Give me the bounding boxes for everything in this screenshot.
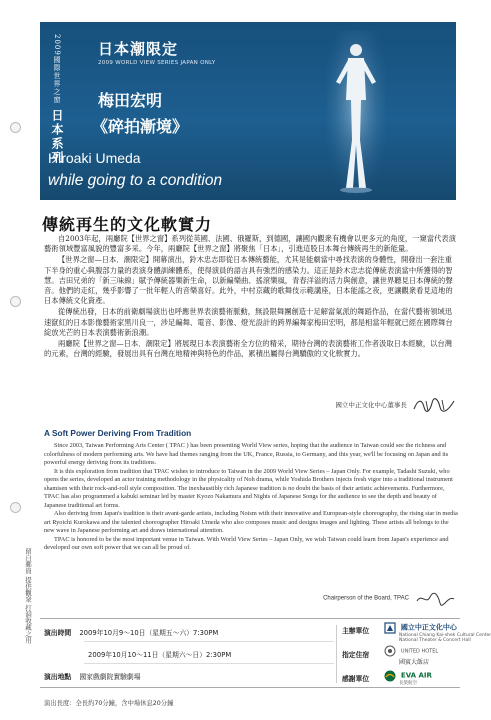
series-subtitle: 2009 WORLD VIEW SERIES JAPAN ONLY bbox=[98, 60, 216, 66]
time-row-2 bbox=[88, 649, 231, 659]
venue: 國家戲劇院實驗劇場 bbox=[79, 673, 141, 681]
en-paragraph-1: Since 2003, Taiwan Performing Arts Center ( TPAC ) has been presenting World View series, hoping that the audience in Taiwan could see the richness and colorfulness of modern performing arts. We have had themes ranging from the UK, France, Russia, to Germany, and this year, we'll be focusing on Japan and its powerful energy deriving from its traditions. bbox=[44, 442, 449, 466]
performance-info bbox=[40, 618, 491, 688]
side-note: 留自郵資 提供觀衆 打洞收藏之用 bbox=[24, 548, 32, 644]
footer-duration: 演出長度：全長約70分鐘，含中場休息20分鐘 bbox=[44, 700, 174, 707]
organizer-sub2: National Theater & Concert Hall bbox=[399, 638, 471, 643]
binder-hole-1 bbox=[10, 122, 21, 133]
signature-icon bbox=[412, 397, 456, 413]
work-title-en: while going to a condition bbox=[48, 172, 223, 189]
header-banner bbox=[40, 22, 456, 200]
en-paragraph-4: TPAC is honored to be the most important venue in Taiwan. With World View Series – Japan Only, we wish Taiwan could learn from Japan's experience and developed our own soft power that we can all be proud of. bbox=[44, 535, 449, 551]
cn-paragraph-3: 從傳統出發，日本的前衛劇場演出也呼應世界表演藝術脈動，無設限舞團創造十足解當氣派的舞蹈作品，在當代藝術領域迅速竄紅的日本影像藝術家黑川良一，涉足編舞、電音、影像、燈光設計的跨界編舞家梅田宏明，都是相當年輕就已經在國際舞台綻放光芒的日本表演藝術新浪潮。 bbox=[44, 307, 453, 337]
work-title-cn: 《碎拍漸境》 bbox=[92, 117, 189, 136]
signature-en-icon bbox=[414, 591, 458, 607]
organizer-label: 主辦單位 bbox=[342, 627, 370, 635]
en-signature-row bbox=[44, 588, 458, 607]
hotel-name-cn: 國賓大飯店 bbox=[399, 659, 430, 666]
binder-hole-3 bbox=[10, 502, 21, 513]
cn-signature-row bbox=[44, 394, 456, 412]
chair-label: Chairperson of the Board, TPAC bbox=[323, 595, 409, 602]
en-paragraph-2: It is this exploration from tradition that TPAC wishes to introduce to Taiwan in the 2009 World View Series – Japan Only. For example, Tadashi Suzuki, who opens the series, developed an actor training methodology in the physicality of Noh drama, while Yoshida Brothers injects fresh vigor into a traditional instrument shamisen with their rock-and-roll style composition. The inexhaustibly rich Japanese tradition is no doubt the basis of their artistic achievements. Furthermore, TPAC has also programmed a kabuki seminar led by master Kyozo Nakamura and Nights of Japanese Songs for the audience to see the depth and beauty of Japanese traditional art forms. bbox=[44, 467, 453, 509]
series-vertical-line2: 日本系列 bbox=[50, 108, 64, 165]
artist-name-cn: 梅田宏明 bbox=[98, 91, 163, 110]
info-vertical-divider bbox=[336, 625, 337, 683]
venue-label: 演出地點 bbox=[44, 673, 72, 681]
hotel-logo bbox=[384, 645, 438, 657]
cn-paragraph-4: 兩廳院【世界之窗—日本．潮限定】將展現日本表演藝術全方位的精采，期待台灣的表演藝術工作者汲取日本經驗，以台灣的元素，台灣的經驗，發展出具有台灣在地精神與特色的作品，累積出屬得台灣驕傲的文化軟實力。 bbox=[44, 339, 453, 359]
time-label: 演出時間 bbox=[44, 629, 72, 637]
binder-hole-2 bbox=[10, 296, 21, 307]
en-title: A Soft Power Deriving From Tradition bbox=[44, 428, 192, 438]
time-2: 2009年10月10～11日（星期六～日）2:30PM bbox=[88, 651, 232, 659]
info-divider-2 bbox=[84, 663, 334, 664]
series-vertical-label bbox=[48, 34, 67, 165]
organizer-name: 國立中正文化中心 bbox=[400, 623, 457, 632]
hotel-logo-icon bbox=[384, 645, 396, 657]
hotel-label: 指定住宿 bbox=[342, 651, 370, 659]
cn-headline: 傳統再生的文化軟實力 bbox=[42, 215, 213, 234]
series-vertical-line1: 2009國際世界之窗 bbox=[53, 34, 61, 104]
organizer-logo-icon bbox=[384, 622, 396, 634]
en-paragraph-3: Also deriving from Japan's tradition is their avant-garde artists, including Noism with their innovative and European-style choreography, the rising star in media art Ryoichi Kurokawa and the talented choreographer Hiroaki Umeda who also composes music and designs images and lighting. These artists all belongs to the new wave in Japanese performing art and draws international attention. bbox=[44, 510, 458, 534]
en-body bbox=[44, 442, 458, 553]
cn-signature-label: 國立中正文化中心董事長 bbox=[335, 401, 407, 409]
time-1: 2009年10月9～10日（星期五～六）7:30PM bbox=[79, 629, 219, 637]
hotel-name-en: UNITED HOTEL bbox=[400, 648, 439, 655]
cn-paragraph-1: 自2003年起，兩廳院【世界之窗】系列從英國、法國、俄羅斯，到德國，讓國內觀衆有機會以更多元的角度，一窺當代表演藝術領域豐富風貌的豐富多采。今年，兩廳院【世界之窗】將聚焦「日本」，引進這股日本舞台傳統再生的新能量。 bbox=[44, 234, 457, 254]
artist-name-en: Hiroaki Umeda bbox=[48, 150, 141, 166]
eva-air-logo-icon bbox=[384, 670, 396, 682]
venue-row bbox=[44, 671, 141, 681]
cn-paragraph-2: 【世界之窗—日本．潮限定】開幕演出，鈴木忠志即從日本傳統藝能，尤其是能劇當中尋找表演的身體性，開發出一套注重下半身的重心與腹部力量的表演身體訓練體系，使得演員的語言具有強烈的感染力。這正是鈴木忠志從傳統表演當中所獲得的智慧。吉田兄弟的「新三味線」賦予傳統器樂新生命，以新編樂曲、搖滾樂風，青春洋溢的活力與創意，讓世界聽見日本傳統的聲音。他們的走紅，幾乎影響了一批年輕人的音樂喜好。此外，中村京藏的歌舞伎示範講座，日本能謠之夜，更讓觀衆看見這地的日本傳統文化資產。 bbox=[44, 255, 453, 306]
sponsor-name: EVA AIR bbox=[400, 671, 432, 680]
time-row-1 bbox=[44, 627, 218, 637]
organizer-sub: National Chiang Kai-shek Cultural Center bbox=[399, 633, 491, 638]
sponsor-cn: 長榮航空 bbox=[399, 681, 417, 686]
performer-silhouette-icon bbox=[326, 30, 386, 196]
cn-body bbox=[44, 234, 456, 360]
series-title: 日本潮限定 bbox=[98, 40, 179, 58]
info-divider-1 bbox=[84, 641, 334, 642]
sponsor-label: 感謝單位 bbox=[342, 675, 370, 683]
